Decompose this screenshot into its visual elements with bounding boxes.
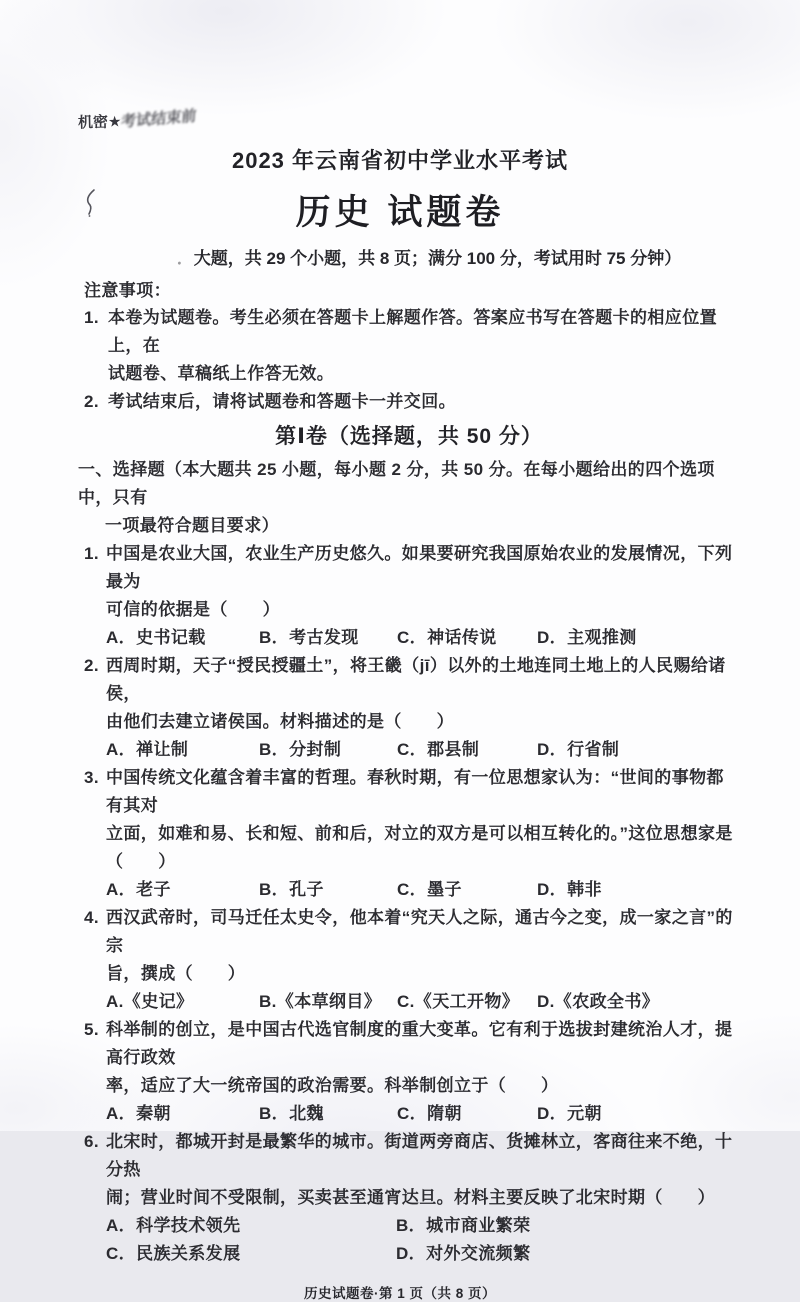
option-b: B．分封制 (259, 740, 342, 759)
question-3 (84, 764, 734, 904)
option-a: A．禅让制 (106, 740, 189, 759)
notice-item-1 (84, 304, 734, 388)
option-d: D．元朝 (537, 1104, 602, 1123)
option-c: C.《天工开物》 (397, 992, 520, 1011)
question-text-line: 北宋时，都城开封是最繁华的城市。街道两旁商店、货摊林立，客商往来不绝，十分热 (106, 1132, 733, 1179)
option-d: D.《农政全书》 (537, 992, 660, 1011)
notice-number: 1. (84, 308, 99, 327)
notice-heading: 注意事项： (84, 281, 171, 300)
options-row (106, 736, 734, 764)
question-number: 1. (84, 544, 99, 563)
question-text-line: 旨，撰成（ ） (106, 964, 246, 983)
option-d: D．行省制 (537, 740, 620, 759)
option-b: B.《本草纲目》 (259, 992, 382, 1011)
options-row (106, 876, 734, 904)
question-text-line: 可信的依据是（ ） (106, 600, 280, 619)
notice-item-2 (84, 388, 734, 416)
question-5 (84, 1016, 734, 1128)
question-text-line: 西汉武帝时，司马迁任太史令，他本着“究天人之际，通古今之变，成一家之言”的宗 (106, 908, 733, 955)
paper-title: 历史 试题卷 (295, 193, 505, 232)
question-6 (84, 1128, 734, 1268)
option-d: D．对外交流频繁 (396, 1244, 531, 1263)
part-1-heading (78, 456, 734, 540)
question-1 (84, 540, 734, 652)
question-text-line: 率，适应了大一统帝国的政治需要。科举制创立于（ ） (106, 1076, 559, 1095)
options-row (106, 1100, 734, 1128)
page-content (78, 278, 734, 1268)
exam-info-line (0, 248, 800, 270)
option-b: B．城市商业繁荣 (396, 1216, 531, 1235)
option-a: A．秦朝 (106, 1104, 171, 1123)
option-a: A．老子 (106, 880, 171, 899)
question-4 (84, 904, 734, 1016)
notice-text-line: 考试结束后，请将试题卷和答题卡一并交回。 (108, 392, 456, 411)
option-c: C．墨子 (397, 880, 462, 899)
option-d: D．主观推测 (537, 628, 637, 647)
question-text-line: 科举制的创立，是中国古代选官制度的重大变革。它有利于选拔封建统治人才，提高行政效 (106, 1020, 733, 1067)
notice-text-line: 本卷为试题卷。考生必须在答题卡上解题作答。答案应书写在答题卡的相应位置上，在 (108, 308, 717, 355)
part-heading-line: 一、选择题（本大题共 25 小题，每小题 2 分，共 50 分。在每小题给出的四个选项中，只有 (78, 460, 715, 507)
question-number: 4. (84, 908, 99, 927)
confidential-stamp-head: 机密★ (77, 113, 122, 132)
exam-title: 2023 年云南省初中学业水平考试 (231, 148, 569, 173)
question-number: 5. (84, 1020, 99, 1039)
question-number: 6. (84, 1132, 99, 1151)
confidential-stamp (78, 108, 197, 132)
option-d: D．韩非 (537, 880, 602, 899)
exam-info-faint-mark: ． (176, 249, 194, 268)
notice-number: 2. (84, 392, 99, 411)
option-b: B．孔子 (259, 880, 324, 899)
options-row (106, 1212, 734, 1240)
option-a: A.《史记》 (106, 992, 194, 1011)
question-number: 2. (84, 656, 99, 675)
question-text-line: 中国是农业大国，农业生产历史悠久。如果要研究我国原始农业的发展情况，下列最为 (106, 544, 733, 591)
option-a: A．科学技术领先 (106, 1216, 241, 1235)
option-c: C．郡县制 (397, 740, 480, 759)
options-row (106, 624, 734, 652)
page-footer: 历史试题卷·第 1 页（共 8 页） (303, 1286, 496, 1301)
section-1-title: 第Ⅰ卷（选择题，共 50 分） (275, 425, 543, 448)
option-b: B．北魏 (259, 1104, 324, 1123)
option-c: C．隋朝 (397, 1104, 462, 1123)
pen-mark (82, 188, 98, 218)
question-text-line: 西周时期，天子“授民授疆土”，将王畿（jī）以外的土地连同土地上的人民赐给诸侯， (106, 656, 726, 703)
question-text-line: 中国传统文化蕴含着丰富的哲理。春秋时期，有一位思想家认为：“世间的事物都有其对 (106, 768, 724, 815)
options-row (106, 1240, 734, 1268)
option-c: C．神话传说 (397, 628, 497, 647)
question-text-line: 闹；营业时间不受限制，买卖甚至通宵达旦。材料主要反映了北宋时期（ ） (106, 1188, 715, 1207)
question-2 (84, 652, 734, 764)
options-row (106, 988, 734, 1016)
option-c: C．民族关系发展 (106, 1244, 241, 1263)
exam-info-text: 大题，共 29 个小题，共 8 页；满分 100 分，考试用时 75 分钟） (193, 249, 682, 268)
option-b: B．考古发现 (259, 628, 359, 647)
confidential-stamp-tail: 考试结束前 (120, 107, 198, 131)
part-heading-line: 一项最符合题目要求） (105, 516, 279, 535)
question-text-line: 由他们去建立诸侯国。材料描述的是（ ） (106, 712, 454, 731)
question-number: 3. (84, 768, 99, 787)
question-text-line: 立面，如难和易、长和短、前和后，对立的双方是可以相互转化的。”这位思想家是（ ） (106, 824, 733, 871)
notice-text-line: 试题卷、草稿纸上作答无效。 (108, 364, 335, 383)
option-a: A．史书记载 (106, 628, 206, 647)
